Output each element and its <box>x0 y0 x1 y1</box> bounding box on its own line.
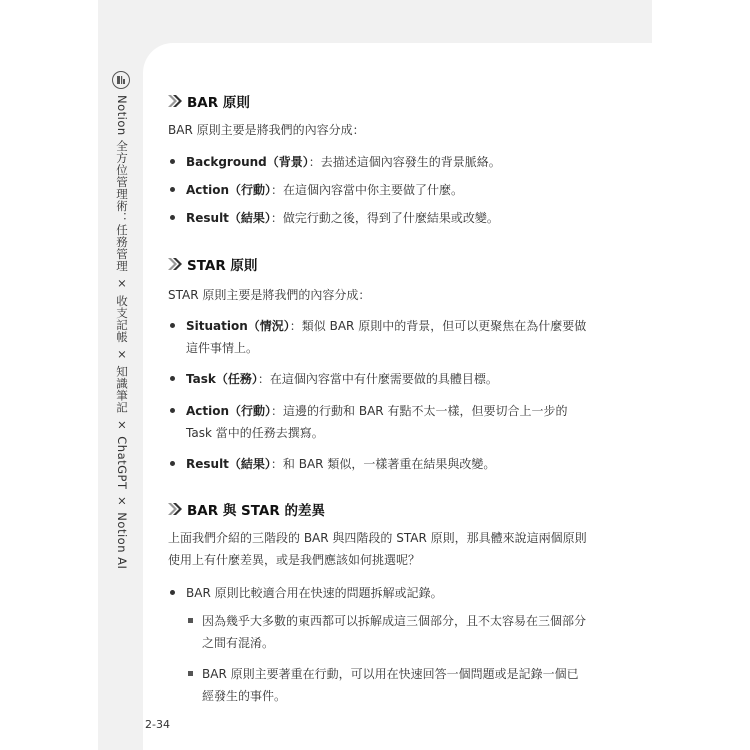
book-title: Notion 全方位管理術：任務管理 × 收支記帳 × 知識筆記 × ChatGPT × Notion AI <box>115 95 129 570</box>
section-intro: STAR 原則主要是將我們的內容分成： <box>168 288 371 302</box>
sub-item-text: BAR 原則主要著重在行動，可以用在快速回答一個問題或是記錄一個已經發生的事件。 <box>202 667 579 703</box>
term: Action（行動） <box>186 404 272 418</box>
bullet-dot <box>170 187 175 192</box>
section-heading-difference <box>168 499 325 519</box>
list-item <box>168 179 588 201</box>
bullet-dot <box>170 323 175 328</box>
section-heading-text: STAR 原則 <box>187 258 258 274</box>
term: Result（結果） <box>186 457 271 471</box>
list-item <box>168 207 588 229</box>
book-icon <box>112 71 130 89</box>
bullet-dot <box>170 215 175 220</box>
list-item <box>168 400 588 444</box>
sub-list-item <box>186 663 586 707</box>
bullet-dot <box>170 461 175 466</box>
bullet-text: BAR 原則比較適合用在快速的問題拆解或記錄。 <box>186 586 443 600</box>
chevron-right-icon <box>168 258 182 270</box>
description: ：和 BAR 類似，一樣著重在結果與改變。 <box>270 457 496 471</box>
description: ：這邊的行動和 BAR 有點不太一樣，但要切合上一步的 Task 當中的任務去撰寫。 <box>186 404 568 440</box>
bullet-dot <box>170 159 175 164</box>
square-bullet <box>188 618 193 623</box>
bullet-dot <box>170 590 175 595</box>
term: Background（背景） <box>186 155 309 169</box>
list-item <box>168 151 588 173</box>
chevron-right-icon <box>168 503 182 515</box>
term: Situation（情況） <box>186 319 290 333</box>
bullet-dot <box>170 376 175 381</box>
list-item <box>168 582 588 604</box>
section-heading-star <box>168 254 257 274</box>
list-item <box>168 453 588 475</box>
list-item <box>168 315 588 359</box>
section-heading-text: BAR 與 STAR 的差異 <box>187 503 325 519</box>
chevron-right-icon <box>168 95 182 107</box>
term: Result（結果） <box>186 211 271 225</box>
term: Action（行動） <box>186 183 272 197</box>
sub-list-item <box>186 610 586 654</box>
section-intro: 上面我們介紹的三階段的 BAR 與四階段的 STAR 原則，那具體來說這兩個原則使用上有什麼差異，或是我們應該如何挑選呢？ <box>168 531 587 567</box>
description: ：去描述這個內容發生的背景脈絡。 <box>308 155 501 169</box>
description: ：類似 BAR 原則中的背景，但可以更聚焦在為什麼要做這件事情上。 <box>186 319 587 355</box>
section-intro: BAR 原則主要是將我們的內容分成： <box>168 123 365 137</box>
description: ：在這個內容當中有什麼需要做的具體目標。 <box>257 372 498 386</box>
bullet-dot <box>170 408 175 413</box>
page-number: 2-34 <box>145 718 170 731</box>
list-item <box>168 368 588 390</box>
section-heading-bar <box>168 91 250 111</box>
description: ：在這個內容當中你主要做了什麼。 <box>271 183 464 197</box>
description: ：做完行動之後，得到了什麼結果或改變。 <box>270 211 499 225</box>
square-bullet <box>188 671 193 676</box>
section-heading-text: BAR 原則 <box>187 95 250 111</box>
term: Task（任務） <box>186 372 258 386</box>
sub-item-text: 因為幾乎大多數的東西都可以拆解成這三個部分，且不太容易在三個部分之間有混淆。 <box>202 614 587 650</box>
